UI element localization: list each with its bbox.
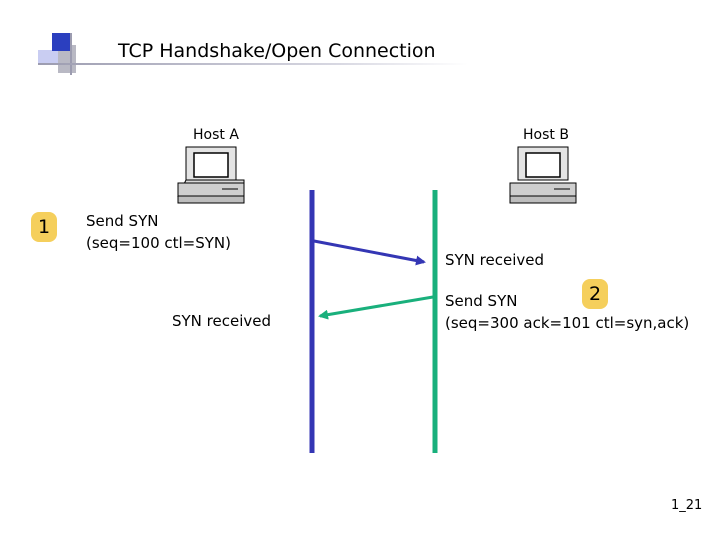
syn-arrow	[314, 241, 424, 262]
step-2-badge: 2	[582, 279, 608, 309]
step-1-line2: (seq=100 ctl=SYN)	[86, 234, 232, 252]
syn-received-a: SYN received	[172, 312, 272, 330]
step-1-line1: Send SYN	[86, 212, 159, 230]
host-a-label: Host A	[193, 127, 239, 143]
host-b-computer-icon	[510, 147, 576, 203]
step-2-line1: Send SYN	[445, 292, 518, 310]
syn-ack-arrow	[320, 297, 433, 316]
step-1-badge: 1	[31, 212, 57, 242]
host-a-computer-icon	[178, 147, 244, 203]
syn-received-b: SYN received	[445, 251, 545, 269]
page-number: 1_21	[671, 498, 703, 513]
step-2-line2: (seq=300 ack=101 ctl=syn,ack)	[445, 314, 690, 332]
slide-title: TCP Handshake/Open Connection	[118, 40, 436, 62]
step-2-text	[445, 290, 689, 334]
host-b-label: Host B	[523, 127, 569, 143]
step-1-text	[86, 210, 231, 254]
